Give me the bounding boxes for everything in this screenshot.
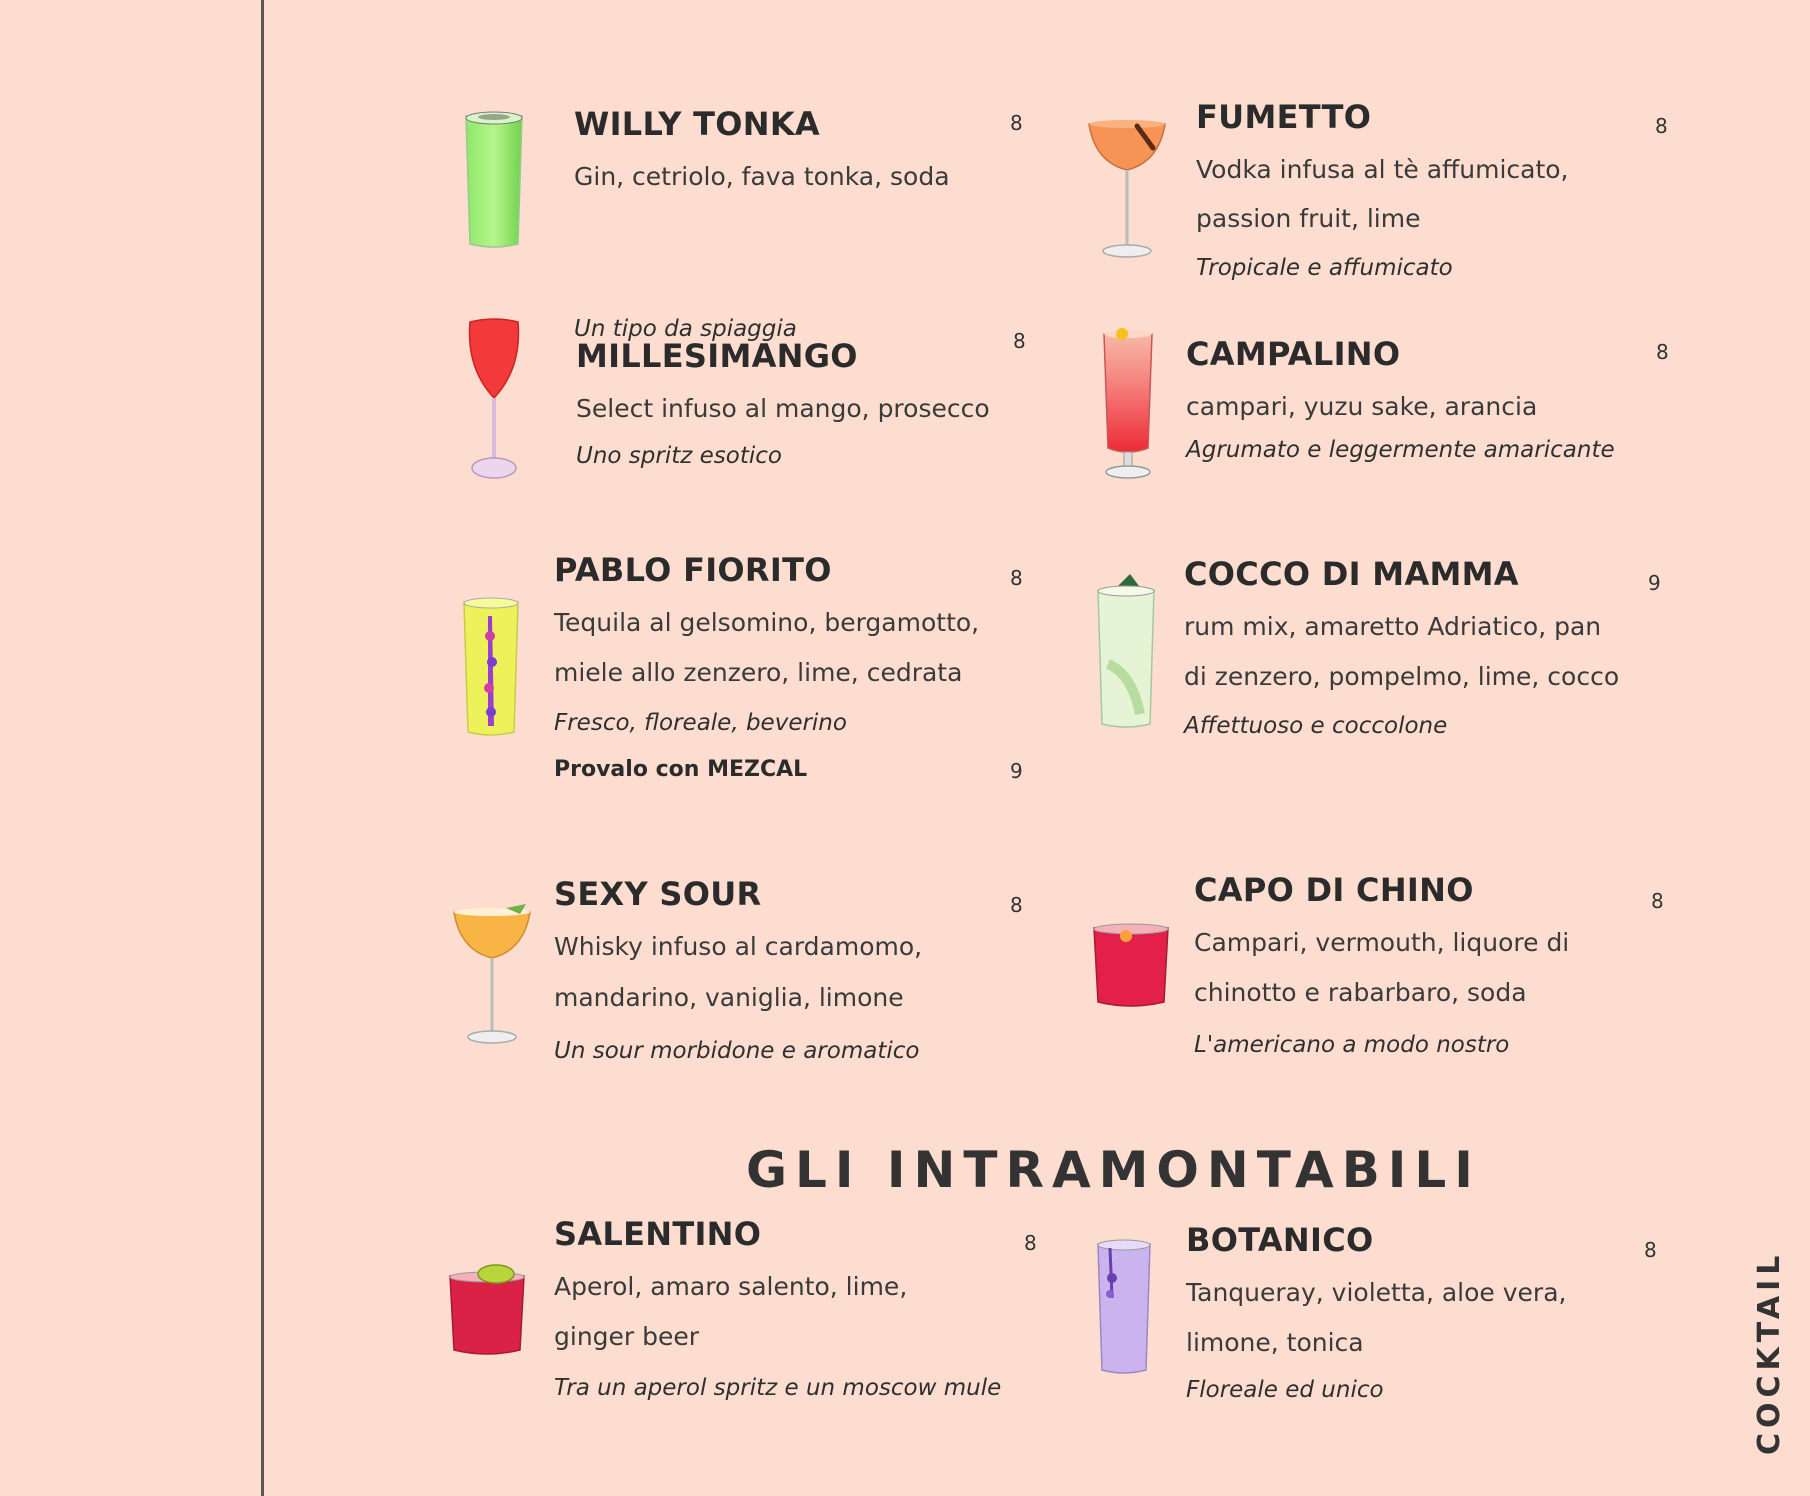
item-name: CAMPALINO: [1186, 335, 1401, 373]
item-price: 8: [1010, 566, 1023, 590]
item-ingredients-line: Whisky infuso al cardamomo,: [554, 932, 923, 961]
item-name: SALENTINO: [554, 1215, 762, 1253]
footed-glass-red-icon: [1096, 328, 1160, 484]
item-ingredients-line: Select infuso al mango, prosecco: [576, 394, 990, 423]
coupe-orange-icon: [1085, 118, 1169, 262]
item-price: 8: [1655, 114, 1668, 138]
left-divider-line: [261, 0, 264, 1496]
highball-yellow-flower-icon: [458, 596, 524, 738]
item-ingredients-line: Vodka infusa al tè affumicato,: [1196, 155, 1569, 184]
item-tagline: Agrumato e leggermente amaricante: [1186, 437, 1615, 463]
item-variant-label: Provalo con MEZCAL: [554, 757, 808, 782]
item-price: 8: [1651, 889, 1664, 913]
item-tagline: Floreale ed unico: [1186, 1377, 1384, 1403]
item-name: MILLESIMANGO: [576, 337, 858, 375]
section-title: GLI INTRAMONTABILI: [746, 1141, 1481, 1199]
item-price: 8: [1644, 1238, 1657, 1262]
item-tagline: Un tipo da spiaggia: [574, 316, 797, 342]
item-price: 8: [1656, 340, 1669, 364]
item-tagline: Fresco, floreale, beverino: [554, 710, 847, 736]
item-ingredients-line: mandarino, vaniglia, limone: [554, 983, 904, 1012]
item-ingredients-line: chinotto e rabarbaro, soda: [1194, 978, 1527, 1007]
item-tagline: Un sour morbidone e aromatico: [554, 1038, 920, 1064]
item-variant-price: 9: [1010, 759, 1023, 783]
item-ingredients-line: campari, yuzu sake, arancia: [1186, 392, 1538, 421]
item-ingredients-line: Aperol, amaro salento, lime,: [554, 1272, 908, 1301]
item-ingredients-line: Gin, cetriolo, fava tonka, soda: [574, 162, 950, 191]
item-ingredients-line: di zenzero, pompelmo, lime, cocco: [1184, 662, 1620, 691]
highball-green-icon: [460, 108, 528, 250]
item-price: 8: [1010, 111, 1023, 135]
item-price: 8: [1013, 329, 1026, 353]
wine-glass-red-icon: [464, 318, 524, 482]
item-name: BOTANICO: [1186, 1221, 1374, 1259]
item-price: 8: [1010, 893, 1023, 917]
highball-coconut-icon: [1092, 574, 1160, 730]
item-name: CAPO DI CHINO: [1194, 871, 1474, 909]
item-ingredients-line: ginger beer: [554, 1322, 700, 1351]
side-category-label: COCKTAIL: [1752, 1250, 1787, 1455]
item-tagline: L'americano a modo nostro: [1194, 1032, 1510, 1058]
item-ingredients-line: Tequila al gelsomino, bergamotto,: [554, 608, 980, 637]
item-tagline: Tra un aperol spritz e un moscow mule: [554, 1375, 1002, 1401]
item-name: COCCO DI MAMMA: [1184, 555, 1519, 593]
item-price: 9: [1648, 571, 1661, 595]
item-name: FUMETTO: [1196, 98, 1372, 136]
item-name: WILLY TONKA: [574, 105, 820, 143]
item-price: 8: [1024, 1231, 1037, 1255]
rocks-red-icon: [1090, 922, 1172, 1012]
item-tagline: Uno spritz esotico: [576, 443, 782, 469]
rocks-red-lime-icon: [446, 1264, 528, 1358]
highball-violet-icon: [1092, 1238, 1156, 1376]
item-ingredients-line: passion fruit, lime: [1196, 204, 1421, 233]
item-tagline: Tropicale e affumicato: [1196, 255, 1453, 281]
item-ingredients-line: limone, tonica: [1186, 1328, 1364, 1357]
item-ingredients-line: rum mix, amaretto Adriatico, pan: [1184, 612, 1602, 641]
item-ingredients-line: Tanqueray, violetta, aloe vera,: [1186, 1278, 1567, 1307]
item-ingredients-line: miele allo zenzero, lime, cedrata: [554, 658, 963, 687]
item-name: PABLO FIORITO: [554, 551, 832, 589]
coupe-yellow-icon: [450, 904, 534, 1048]
item-ingredients-line: Campari, vermouth, liquore di: [1194, 928, 1570, 957]
item-tagline: Affettuoso e coccolone: [1184, 713, 1448, 739]
item-name: SEXY SOUR: [554, 875, 762, 913]
